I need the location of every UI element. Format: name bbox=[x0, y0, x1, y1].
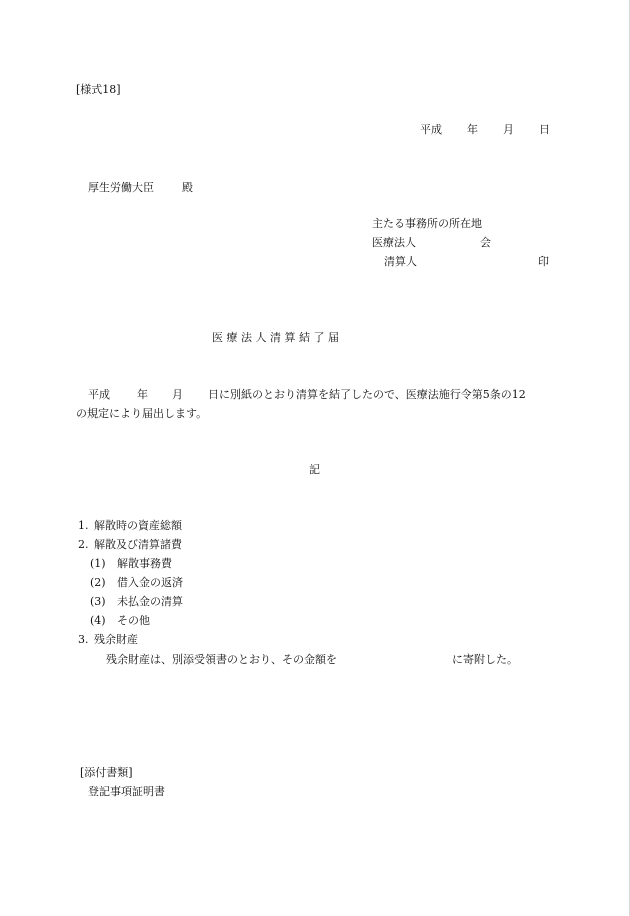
sub-item-number: (1) bbox=[90, 557, 106, 570]
date-year-unit: 年 bbox=[467, 123, 478, 136]
date-day-unit: 日 bbox=[539, 123, 550, 136]
attachment-item: 登記事項証明書 bbox=[88, 785, 165, 798]
body-month-unit: 月 bbox=[172, 388, 183, 401]
item-3-label: 残余財産 bbox=[94, 633, 138, 646]
item-2-number: 2. bbox=[78, 538, 89, 551]
addressee-name: 厚生労働大臣 bbox=[88, 181, 154, 194]
date-era: 平成 bbox=[420, 123, 442, 136]
corporation-prefix: 医療法人 bbox=[372, 236, 416, 249]
sub-item-number: (3) bbox=[90, 595, 106, 608]
liquidator-label: 清算人 bbox=[384, 255, 417, 268]
residual-line-b: に寄附した。 bbox=[452, 653, 518, 666]
addressee-honorific: 殿 bbox=[182, 181, 193, 194]
date-month-unit: 月 bbox=[503, 123, 514, 136]
sub-item-label: 解散事務費 bbox=[117, 557, 172, 570]
seal-mark: 印 bbox=[538, 255, 549, 268]
body-year-unit: 年 bbox=[137, 388, 148, 401]
residual-line-a: 残余財産は、別添受領書のとおり、その金額を bbox=[106, 653, 337, 666]
ki-heading: 記 bbox=[309, 463, 320, 476]
item-3-number: 3. bbox=[78, 633, 89, 646]
item-1-number: 1. bbox=[78, 519, 89, 532]
sub-item-label: その他 bbox=[117, 614, 150, 627]
document-title: 医 療 法 人 清 算 結 了 届 bbox=[212, 331, 339, 344]
item-1-label: 解散時の資産総額 bbox=[94, 519, 182, 532]
attachments-heading: [添付書類] bbox=[80, 766, 133, 779]
office-address-label: 主たる事務所の所在地 bbox=[372, 217, 482, 230]
form-number: [様式18] bbox=[76, 83, 121, 96]
sub-item-label: 借入金の返済 bbox=[117, 576, 183, 589]
sub-item-number: (2) bbox=[90, 576, 106, 589]
corporation-suffix: 会 bbox=[480, 236, 491, 249]
sub-item-label: 未払金の清算 bbox=[117, 595, 183, 608]
body-line-1: 日に別紙のとおり清算を結了したので、医療法施行令第5条の12 bbox=[208, 388, 526, 401]
item-2-label: 解散及び清算諸費 bbox=[94, 538, 182, 551]
body-era: 平成 bbox=[88, 388, 110, 401]
body-line-2: の規定により届出します。 bbox=[76, 407, 208, 420]
sub-item-number: (4) bbox=[90, 614, 106, 627]
